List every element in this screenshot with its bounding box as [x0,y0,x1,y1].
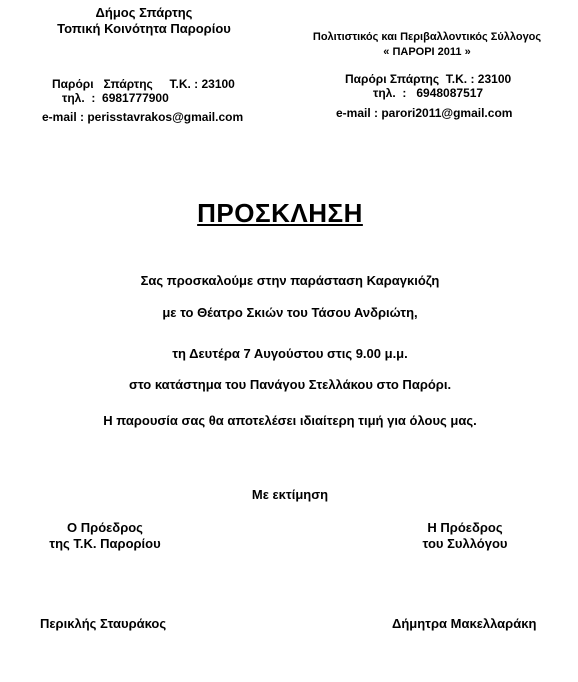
right-org-subtitle: « ΠΑΡΟΡΙ 2011 » [383,46,471,58]
left-address: Παρόρι Σπάρτης Τ.Κ. : 23100 [52,77,235,91]
body-line-5: Η παρουσία σας θα αποτελέσει ιδιαίτερη τιμή για όλους μας. [103,413,477,428]
left-org-subtitle: Τοπική Κοινότητα Παρορίου [57,21,231,36]
right-signatory-name: Δήμητρα Μακελλαράκη [392,616,537,631]
left-email: e-mail : perisstavrakos@gmail.com [42,110,244,124]
left-signatory-role: Ο Πρόεδρος [67,520,143,535]
document-title: ΠΡΟΣΚΛΗΣΗ [197,198,363,228]
left-signatory-org: της Τ.Κ. Παρορίου [49,536,161,551]
right-signatory-org: του Συλλόγου [422,536,508,551]
body-line-3: τη Δευτέρα 7 Αυγούστου στις 9.00 μ.μ. [172,346,408,361]
left-phone: τηλ. : 6981777900 [62,91,169,105]
closing-text: Με εκτίμηση [251,487,329,502]
right-signatory-role: Η Πρόεδρος [427,520,503,535]
left-signatory-name: Περικλής Σταυράκος [40,616,167,631]
right-org-name: Πολιτιστικός και Περιβαλλοντικός Σύλλογος [312,31,542,43]
right-address: Παρόρι Σπάρτης Τ.Κ. : 23100 [345,72,512,86]
right-email: e-mail : parori2011@gmail.com [336,106,513,120]
body-line-2: με το Θέατρο Σκιών του Τάσου Ανδριώτη, [162,305,418,320]
right-phone: τηλ. : 6948087517 [373,86,484,100]
body-line-4: στο κατάστημα του Πανάγου Στελλάκου στο Παρόρι. [128,377,452,392]
body-line-1: Σας προσκαλούμε στην παράσταση Καραγκιόζη [140,273,440,288]
left-org-name: Δήμος Σπάρτης [95,5,193,20]
